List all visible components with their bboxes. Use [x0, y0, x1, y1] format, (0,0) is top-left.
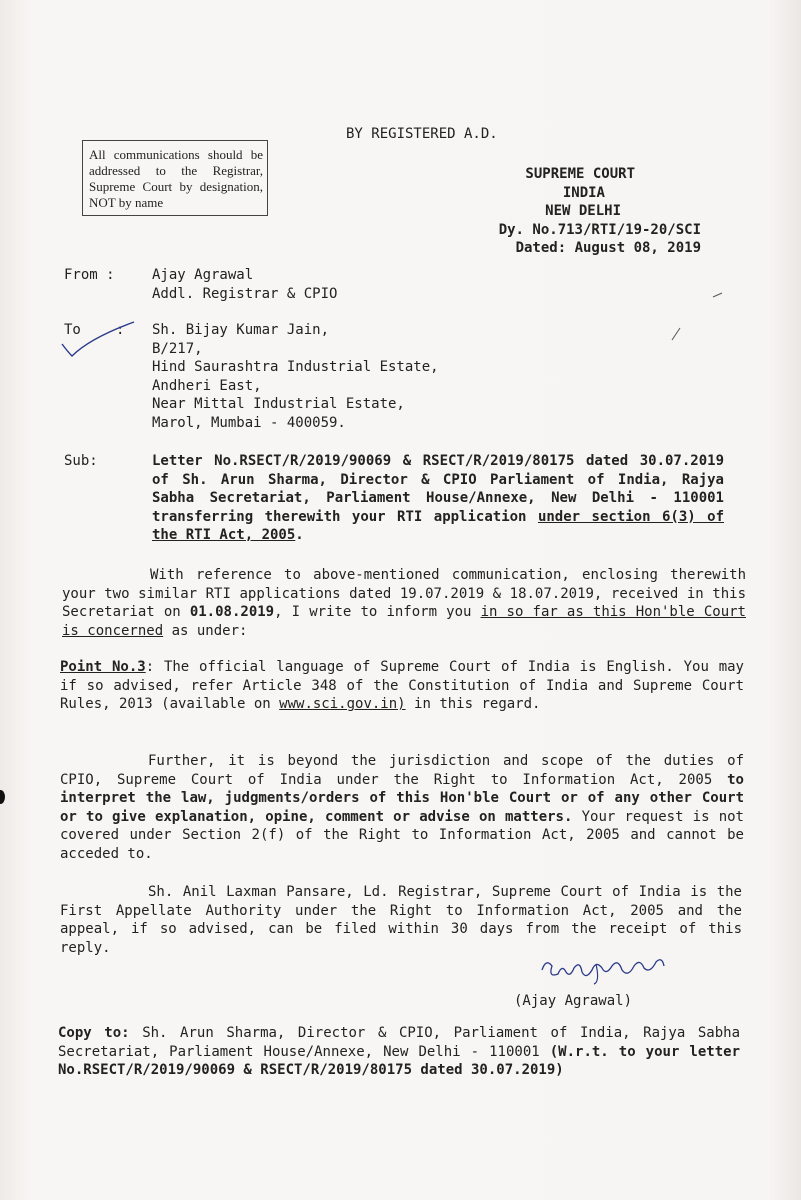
header-india: INDIA — [562, 184, 605, 201]
para1-text: With reference to above-mentioned communication, enclosing therewith your two similar RTI applications dated 19.07.2019 & 18.07.2019, received in this Secretariat on — [62, 567, 746, 620]
from-designation: Addl. Registrar & CPIO — [152, 286, 338, 302]
paragraph-reference — [62, 566, 746, 640]
to-colon: : — [116, 322, 125, 338]
letter-date: Dated: August 08, 2019 — [515, 240, 701, 256]
registered-ad-line: BY REGISTERED A.D. — [346, 126, 498, 142]
point-3-end: in this regard. — [414, 696, 541, 712]
header-supreme-court: SUPREME COURT — [525, 166, 635, 182]
address-line: Near Mittal Industrial Estate, — [152, 396, 405, 412]
para2-text: Further, it is beyond the jurisdiction and scope of the duties of CPIO, Supreme Court of India under the Right to Information Act, 2005 — [60, 753, 744, 788]
address-line: Hind Saurashtra Industrial Estate, — [152, 359, 439, 375]
subject-end: . — [295, 527, 304, 543]
address-line: Andheri East, — [152, 377, 262, 394]
to-label: To — [64, 322, 81, 338]
scan-artifact-dot — [0, 790, 5, 804]
para1-underlined: in so far as this Hon'ble Court is concerned — [62, 604, 746, 639]
paragraph-jurisdiction — [60, 752, 744, 863]
para2-bold: to interpret the law, judgments/orders of this Hon'ble Court or of any other Court or to give explanation, opine, comment or advise on matters. — [60, 771, 744, 825]
website-link[interactable]: www.sci.gov.in) — [279, 696, 406, 712]
subject-underlined: under section 6(3) of the RTI Act, 2005 — [152, 508, 724, 543]
subject-main: Letter No.RSECT/R/2019/90069 & RSECT/R/2019/80175 dated 30.07.2019 of Sh. Arun Sharma, Director & CPIO Parliament of India, Rajya Sabha Secretariat, Parliament House/Annexe, New Delhi - 110001 transferring therewith your RTI application — [152, 453, 724, 525]
communications-notice-box: All communications should be addressed to the Registrar, Supreme Court by designation, NOT by name — [82, 140, 268, 216]
signatory-name: (Ajay Agrawal) — [514, 993, 633, 1009]
point-3-text: : The official language of Supreme Court of India is English. You may if so advised, refer Article 348 of the Constitution of India and Supreme Court Rules, 2013 (available on — [60, 659, 744, 712]
court-header — [499, 165, 701, 258]
copy-to-label: Copy to: — [58, 1025, 130, 1041]
pen-mark-icon — [668, 326, 682, 342]
address-line: Sh. Bijay Kumar Jain, — [152, 322, 330, 338]
copy-to-text: Sh. Arun Sharma, Director & CPIO, Parliament of India, Rajya Sabha Secretariat, Parliament House/Annexe, New Delhi - 110001 — [58, 1025, 741, 1060]
from-name: Ajay Agrawal — [152, 267, 254, 283]
para2-text-2: Your request is not covered under Section 2(f) of the Right to Information Act, 2005 and cannot be acceded to. — [60, 808, 744, 862]
header-new-delhi: NEW DELHI — [545, 203, 621, 219]
from-label: From : — [64, 267, 115, 283]
tick-mark-icon — [60, 318, 140, 362]
para1-text-2: , I write to inform you — [274, 604, 472, 620]
pen-mark-icon — [712, 292, 724, 298]
point-3-paragraph — [60, 658, 744, 714]
point-3-label: Point No.3 — [60, 659, 146, 675]
diary-number: Dy. No.713/RTI/19-20/SCI — [498, 221, 701, 238]
address-line: B/217, — [152, 340, 203, 357]
copy-to-reference: (W.r.t. to your letter No.RSECT/R/2019/90069 & RSECT/R/2019/80175 dated 30.07.2019) — [58, 1043, 740, 1078]
handwritten-signature — [536, 952, 676, 986]
para1-text-3: as under: — [171, 622, 248, 639]
address-line: Marol, Mumbai - 400059. — [152, 414, 346, 431]
recipient-address — [152, 321, 439, 432]
subject-label: Sub: — [64, 453, 98, 469]
subject-text — [152, 452, 724, 545]
received-date: 01.08.2019 — [189, 604, 275, 620]
copy-to-block — [58, 1024, 740, 1080]
paragraph-appeal: Sh. Anil Laxman Pansare, Ld. Registrar, Supreme Court of India is the First Appellate Authority under the Right to Information Act, 2005 and the appeal, if so advised, can be filed within 30 days from the receipt of this reply. — [60, 884, 742, 956]
